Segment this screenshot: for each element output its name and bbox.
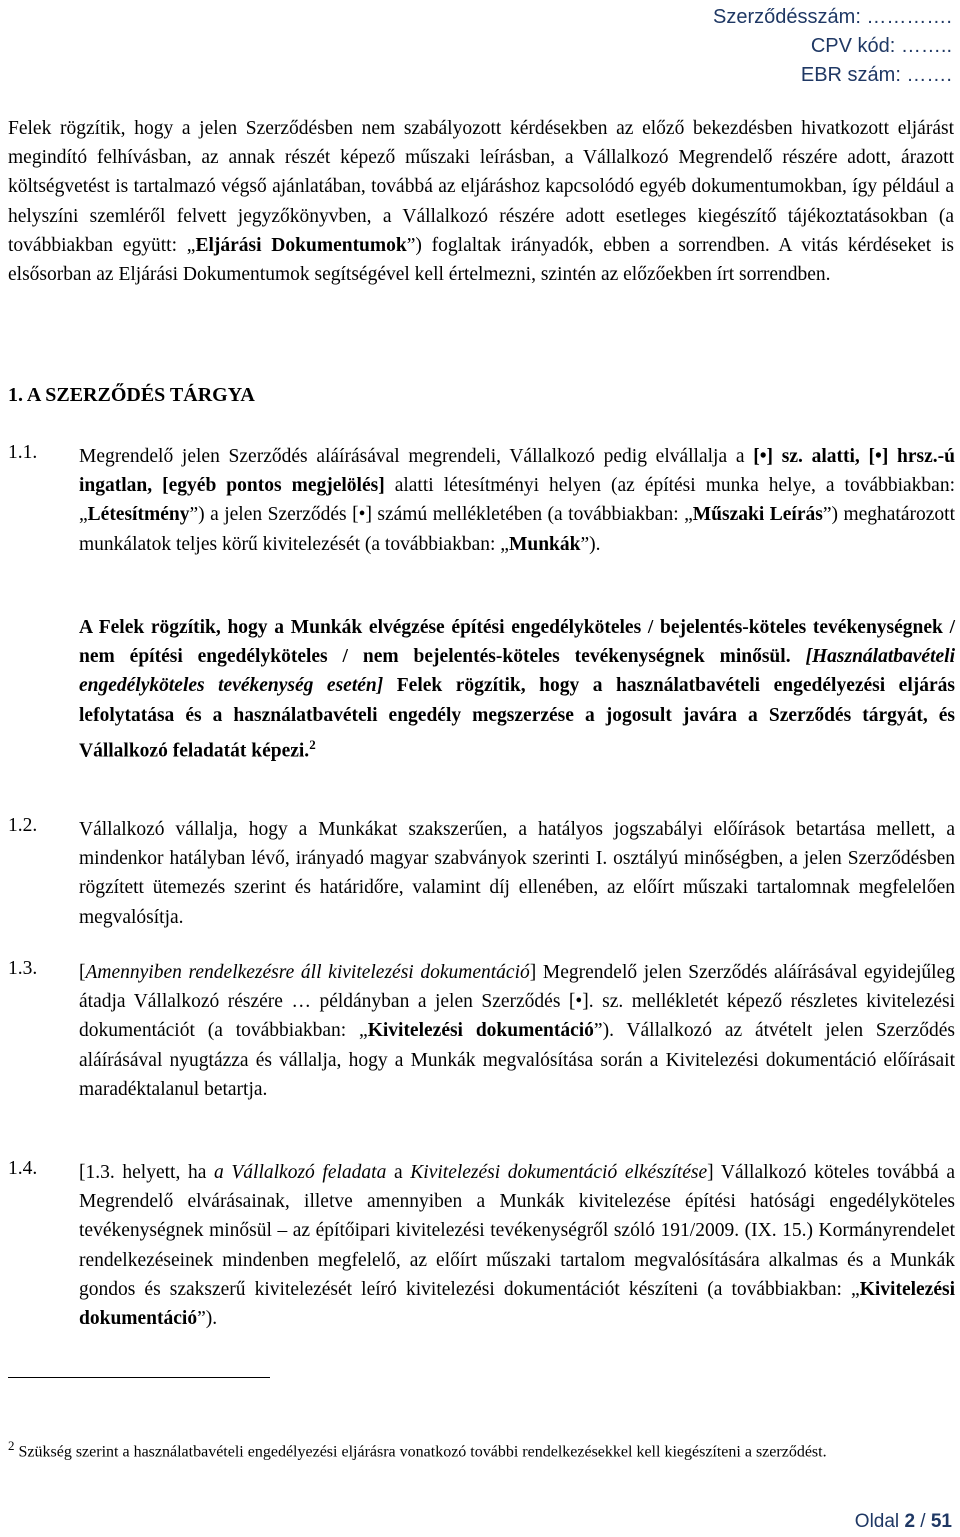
document-header	[713, 3, 952, 90]
intro-paragraph: Felek rögzítik, hogy a jelen Szerződésben nem szabályozott kérdésekben az előző bekezdésben hivatkozott eljárást megindító felhívásban, az annak részét képező műszaki leírásban, a Vállalkozó Megrendelő részére adott, árazott költségvetést is tartalmazó végső ajánlatában, továbbá az eljáráshoz kapcsolódó egyéb dokumentumokban, így például a helyszíni szemléről felvett jegyzőkönyvben, a Vállalkozó részére adott esetleges kiegészítő tájékoztatásokban (a továbbiakban együtt: „Eljárási Dokumentumok”) foglaltak irányadók, ebben a sorrendben. A vitás kérdéseket is elsősorban az Eljárási Dokumentumok segítségével kell értelmezni, szintén az előzőekben írt sorrendben.	[8, 118, 954, 286]
term-procedural-documents: Eljárási Dokumentumok	[195, 234, 407, 256]
page-number: Oldal 2 / 51	[854, 1511, 952, 1532]
cpv-code: CPV kód: ……..	[810, 35, 952, 57]
clause-1-4-text: [1.3. helyett, ha a Vállalkozó feladata a Kivitelezési dokumentáció elkészítése] Vállalkozó köteles továbbá a Megrendelő elvárásainak, illetve amennyiben a Munkák kivitelezése építési hatósági engedélyköteles tevékenységnek minősül – az építőipari kivitelezési tevékenységről szóló 191/2009. (IX. 15.) Kormányrendelet rendelkezéseinek mindenben megfelelő, az előírt műszaki tartalom megvalósítására alkalmas és a Munkák gondos és szakszerű kivitelezését leíró kivitelezési dokumentációt készíteni (a továbbiakban: „Kivitelezési dokumentáció”).	[79, 1162, 955, 1330]
clause-1-1-text: Megrendelő jelen Szerződés aláírásával megrendeli, Vállalkozó pedig elvállalja a [•] sz. alatti, [•] hrsz.-ú ingatlan, [egyéb pontos megjelölés] alatti létesítményi helyen (az építési munka helye, a továbbiakban: „Létesítmény”) a jelen Szerződés [•] számú mellékletében (a továbbiakban: „Műszaki Leírás”) meghatározott munkálatok teljes körű kivitelezését (a továbbiakban: „Munkák”).	[79, 446, 955, 555]
clause-number-1-3: 1.3.	[8, 958, 38, 979]
clause-1-1-permit-paragraph: A Felek rögzítik, hogy a Munkák elvégzése építési engedélyköteles / bejelentés-köteles tevékenységnek / nem építési engedélyköteles / nem bejelentés-köteles tevékenységnek minősül. [Használatbavételi engedélyköteles tevékenység esetén] Felek rögzítik, hogy a használatbavételi engedélyezési eljárás lefolytatása és a használatbavételi engedély megszerzése a jogosult javára a Szerződés tárgyát, és Vállalkozó feladatát képezi.$^2$	[79, 617, 955, 762]
clause-number-1-1: 1.1.	[8, 442, 38, 463]
footnote-mark: 2	[8, 1438, 15, 1453]
clause-1-3-text: [Amennyiben rendelkezésre áll kivitelezési dokumentáció] Megrendelő jelen Szerződés aláírásával egyidejűleg átadja Vállalkozó részére … példányban a jelen Szerződés [•]. sz. mellékletét képező részletes kivitelezési dokumentációt (a továbbiakban: „Kivitelezési dokumentáció”). Vállalkozó az átvételt jelen Szerződés aláírásával nyugtázza és vállalja, hogy a Munkák megvalósítása során a Kivitelezési dokumentáció előírásait maradéktalanul betartja.	[79, 962, 955, 1100]
section-heading: 1. A SZERZŐDÉS TÁRGYA	[8, 384, 255, 406]
ebr-number: EBR szám: …….	[800, 64, 952, 86]
footnote-reference: 2	[309, 736, 316, 752]
footnote-separator	[8, 1377, 270, 1378]
clause-1-2-text: Vállalkozó vállalja, hogy a Munkákat szakszerűen, a hatályos jogszabályi előírások betartása mellett, a mindenkor hatályban lévő, irányadó magyar szabványok szerinti I. osztályú minőségben, a jelen Szerződésben rögzített ütemezés szerint és határidőre, valamint díj ellenében, az előírt műszaki tartalomnak megfelelően megvalósítja.	[79, 819, 955, 928]
footnote: $^2$ Szükség szerint a használatbavételi engedélyezési eljárásra vonatkozó további rendelkezésekkel kell kiegészíteni a szerződést.	[8, 1438, 827, 1461]
clause-number-1-4: 1.4.	[8, 1158, 38, 1179]
contract-number: Szerződésszám: ………….	[713, 6, 952, 28]
clause-number-1-2: 1.2.	[8, 815, 38, 836]
